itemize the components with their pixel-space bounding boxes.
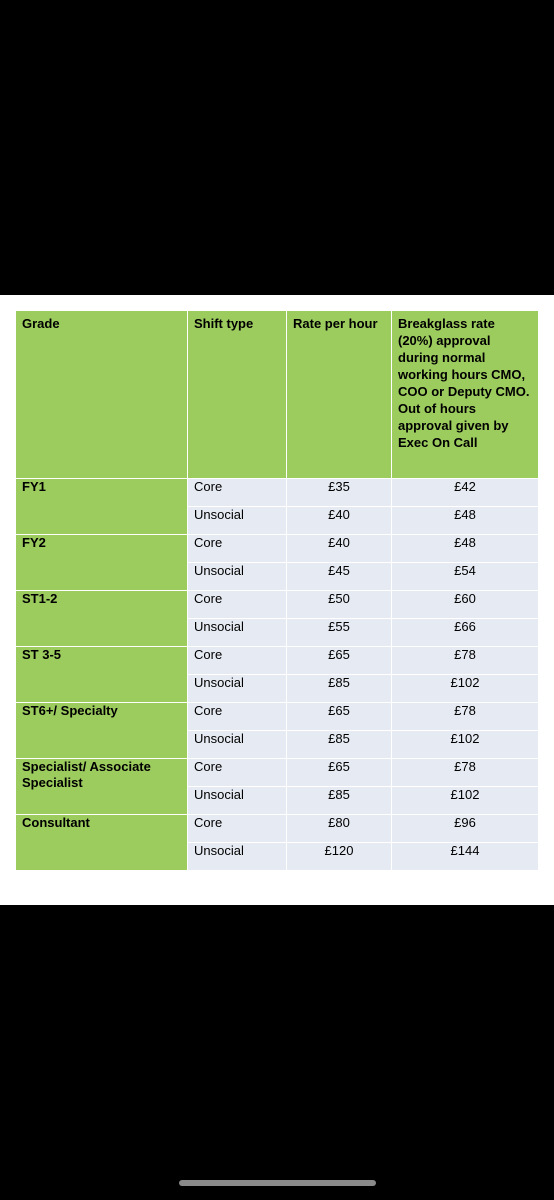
header-rate: Rate per hour	[287, 311, 392, 479]
header-shift-type: Shift type	[188, 311, 287, 479]
rate-cell: £65	[287, 703, 392, 731]
breakglass-cell: £78	[392, 703, 539, 731]
shift-type-cell: Unsocial	[188, 843, 287, 871]
rate-cell: £120	[287, 843, 392, 871]
breakglass-cell: £60	[392, 591, 539, 619]
table-row	[16, 479, 539, 507]
rate-cell: £85	[287, 731, 392, 759]
breakglass-cell: £78	[392, 759, 539, 787]
rate-cell: £40	[287, 507, 392, 535]
shift-type-cell: Unsocial	[188, 675, 287, 703]
breakglass-cell: £48	[392, 535, 539, 563]
grade-cell: ST6+/ Specialty	[16, 703, 188, 759]
breakglass-cell: £48	[392, 507, 539, 535]
home-indicator[interactable]	[179, 1180, 376, 1186]
shift-type-cell: Core	[188, 535, 287, 563]
shift-type-cell: Unsocial	[188, 507, 287, 535]
shift-type-cell: Core	[188, 647, 287, 675]
rate-cell: £55	[287, 619, 392, 647]
rate-cell: £50	[287, 591, 392, 619]
grade-cell: Specialist/ Associate Specialist	[16, 759, 188, 815]
rate-cell: £65	[287, 647, 392, 675]
document-slide	[0, 295, 554, 905]
rate-cell: £40	[287, 535, 392, 563]
breakglass-cell: £102	[392, 731, 539, 759]
shift-type-cell: Core	[188, 759, 287, 787]
shift-type-cell: Core	[188, 591, 287, 619]
rates-table	[15, 310, 539, 871]
breakglass-cell: £78	[392, 647, 539, 675]
rate-cell: £45	[287, 563, 392, 591]
shift-type-cell: Core	[188, 703, 287, 731]
breakglass-cell: £96	[392, 815, 539, 843]
grade-cell: ST1-2	[16, 591, 188, 647]
table-row	[16, 535, 539, 563]
breakglass-cell: £102	[392, 675, 539, 703]
grade-cell: Consultant	[16, 815, 188, 871]
shift-type-cell: Core	[188, 815, 287, 843]
rate-cell: £85	[287, 675, 392, 703]
header-grade: Grade	[16, 311, 188, 479]
breakglass-cell: £66	[392, 619, 539, 647]
header-breakglass: Breakglass rate (20%) approval during normal working hours CMO, COO or Deputy CMO. Out of hours approval given by Exec On Call	[392, 311, 539, 479]
shift-type-cell: Unsocial	[188, 787, 287, 815]
table-row	[16, 591, 539, 619]
shift-type-cell: Unsocial	[188, 619, 287, 647]
grade-cell: FY1	[16, 479, 188, 535]
table-row	[16, 647, 539, 675]
grade-cell: FY2	[16, 535, 188, 591]
table-row	[16, 703, 539, 731]
header-row	[16, 311, 539, 479]
breakglass-cell: £54	[392, 563, 539, 591]
table-body	[16, 479, 539, 871]
shift-type-cell: Unsocial	[188, 731, 287, 759]
breakglass-cell: £102	[392, 787, 539, 815]
breakglass-cell: £144	[392, 843, 539, 871]
rate-cell: £85	[287, 787, 392, 815]
rate-cell: £35	[287, 479, 392, 507]
shift-type-cell: Core	[188, 479, 287, 507]
breakglass-cell: £42	[392, 479, 539, 507]
rate-cell: £80	[287, 815, 392, 843]
rate-cell: £65	[287, 759, 392, 787]
grade-cell: ST 3-5	[16, 647, 188, 703]
table-row	[16, 759, 539, 787]
table-row	[16, 815, 539, 843]
shift-type-cell: Unsocial	[188, 563, 287, 591]
